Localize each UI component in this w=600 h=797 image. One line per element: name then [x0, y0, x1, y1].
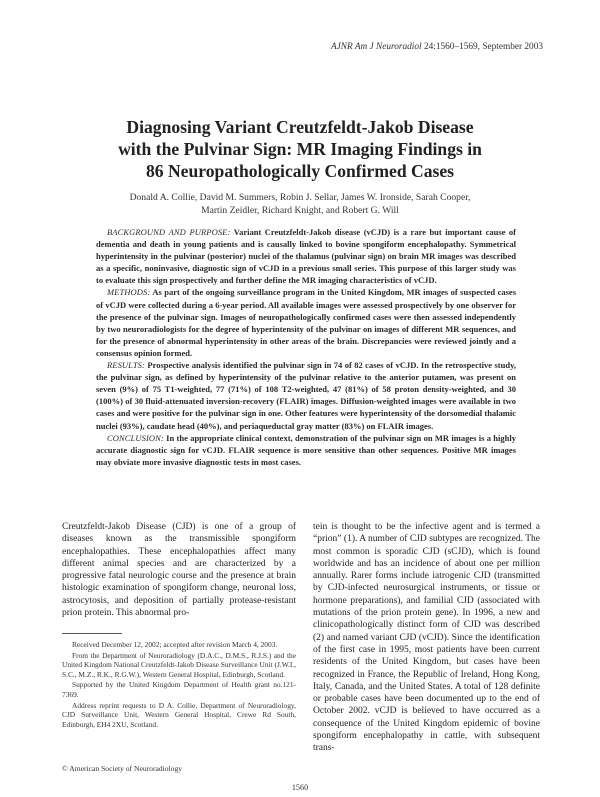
title-line: Diagnosing Variant Creutzfeldt-Jakob Disease — [126, 117, 474, 137]
footnote: Address reprint requests to D A. Collie, Department of Neuroradiology, CJD Surveillance Unit, Western General Hospital, Crewe Rd South, Edinburgh, EH4 2XU, Scotland. — [62, 700, 296, 729]
footnotes — [62, 640, 296, 730]
footnote-divider — [62, 633, 122, 634]
abstract-methods — [96, 286, 516, 359]
section-label: METHODS: — [107, 287, 151, 298]
abstract — [96, 226, 516, 468]
author-line: Martin Zeidler, Richard Knight, and Robert G. Will — [201, 205, 399, 216]
section-text: Variant Creutzfeldt-Jakob disease (vCJD) is a rare but important cause of dementia and death in young patients and is causally linked to bovine spongiform encephalopathy. Symmetrical hyperintensity in the pulvinar (posterior) nuclei of the thalamus (pulvinar sign) on brain MR images was described as a specific, noninvasive, diagnostic sign of vCJD in a previous small series. This purpose of this larger study was to evaluate this sign prospectively and further define the MR imaging characteristics of vCJD. — [96, 227, 516, 286]
footnote: Supported by the United Kingdom Department of Health grant no.121-7369. — [62, 680, 296, 699]
section-label: CONCLUSION: — [107, 432, 164, 443]
author-list — [60, 191, 540, 217]
author-line: Donald A. Collie, David M. Summers, Robin J. Sellar, James W. Ironside, Sarah Cooper, — [129, 192, 471, 203]
copyright-notice: © American Society of Neuroradiology — [62, 764, 183, 773]
citation: 24:1560–1569, September 2003 — [423, 42, 543, 52]
abstract-conclusion — [96, 432, 516, 468]
section-label: BACKGROUND AND PURPOSE: — [107, 227, 231, 237]
body-paragraph: Creutzfeldt-Jakob Disease (CJD) is one of a group of diseases known as the transmissible spongiform encephalopathies. These encephalopathies affect many different animal species and are characterized by a progressive fatal neurologic course and the presence at brain histologic examination of spongiform change, neuronal loss, astrocytosis, and deposition of partially protease-resistant prion protein. This abnormal pro- — [62, 522, 296, 619]
footnote: Received December 12, 2002; accepted after revision March 4, 2003. — [72, 640, 278, 649]
footnote: From the Department of Neuroradiology (D.A.C., D.M.S., R.J.S.) and the United Kingdom National Creutzfeldt-Jakob Disease Surveillance Unit (J.W.I., S.C., M.Z., R.K., R.G.W.), Western General Hospital, Edinburgh, Scotland. — [62, 650, 296, 679]
body-column-left — [62, 521, 296, 619]
body-paragraph: tein is thought to be the infective agent and is termed a “prion” (1). A number of CJD subtypes are recognized. The most common is sporadic CJD (sCJD), which is found worldwide and has an incidence of about one per million annually. Rarer forms include iatrogenic CJD (transmitted by CJD-infected neurosurgical instruments, or tissue or hormone preparations), and familial CJD (associated with mutations of the prion protein gene). In 1996, a new and clinicopathologically distinct form of CJD was described (2) and named variant CJD (vCJD). Since the identification of the first case in 1995, most patients have been current residents of the United Kingdom, but cases have been recognized in France, the Republic of Ireland, Hong Kong, Italy, Canada, and the United States. A total of 128 definite or probable cases have been documented up to the end of October 2002. vCJD is believed to have occurred as a consequence of the United Kingdom epidemic of bovine spongiform encephalopathy in cattle, with subsequent trans- — [313, 522, 540, 754]
section-text: Prospective analysis identified the pulvinar sign in 74 of 82 cases of vCJD. In the retrospective study, the pulvinar sign, as defined by hyperintensity of the pulvinar relative to the anterior putamen, was present on seven (9%) of 75 T1-weighted, 77 (71%) of 108 T2-weighted, 47 (81%) of 58 proton density-weighted, and 30 (100%) of 30 fluid-attenuated inversion-recovery (FLAIR) images. Diffusion-weighted images were available in two cases and were positive for the pulvinar sign in one. Other features were hyperintensity of the dorsomedial thalamic nuclei (93%), caudate head (40%), and periaqueductal gray matter (83%) on FLAIR images. — [96, 360, 517, 431]
section-text: In the appropriate clinical context, demonstration of the pulvinar sign on MR images is a highly accurate diagnostic sign for vCJD. FLAIR sequence is more sensitive than other sequences. Positive MR images may obviate more invasive diagnostic tests in most cases. — [96, 432, 516, 467]
page-number: 1560 — [291, 783, 309, 792]
abstract-background — [96, 226, 516, 286]
abstract-results — [96, 359, 516, 432]
title-line: with the Pulvinar Sign: MR Imaging Findings in — [118, 139, 482, 159]
title-line: 86 Neuropathologically Confirmed Cases — [145, 161, 455, 181]
journal-name: AJNR Am J Neuroradiol — [330, 42, 422, 52]
running-head — [331, 42, 543, 52]
article-title — [60, 116, 540, 182]
body-column-right — [313, 521, 540, 755]
section-text: As part of the ongoing surveillance program in the United Kingdom, MR images of suspected cases of vCJD were collected during a 6-year period. All available images were assessed prospectively by one observer for the presence of the pulvinar sign. Images of neuropathologically confirmed cases were then assessed independently by two neuroradiologists for the degree of hyperintensity of the pulvinar on images of different MR sequences, and for the presence of abnormal hyperintensity in other areas of the brain. Discrepancies were reviewed jointly and a consensus opinion formed. — [96, 287, 517, 358]
section-label: RESULTS: — [107, 360, 145, 371]
